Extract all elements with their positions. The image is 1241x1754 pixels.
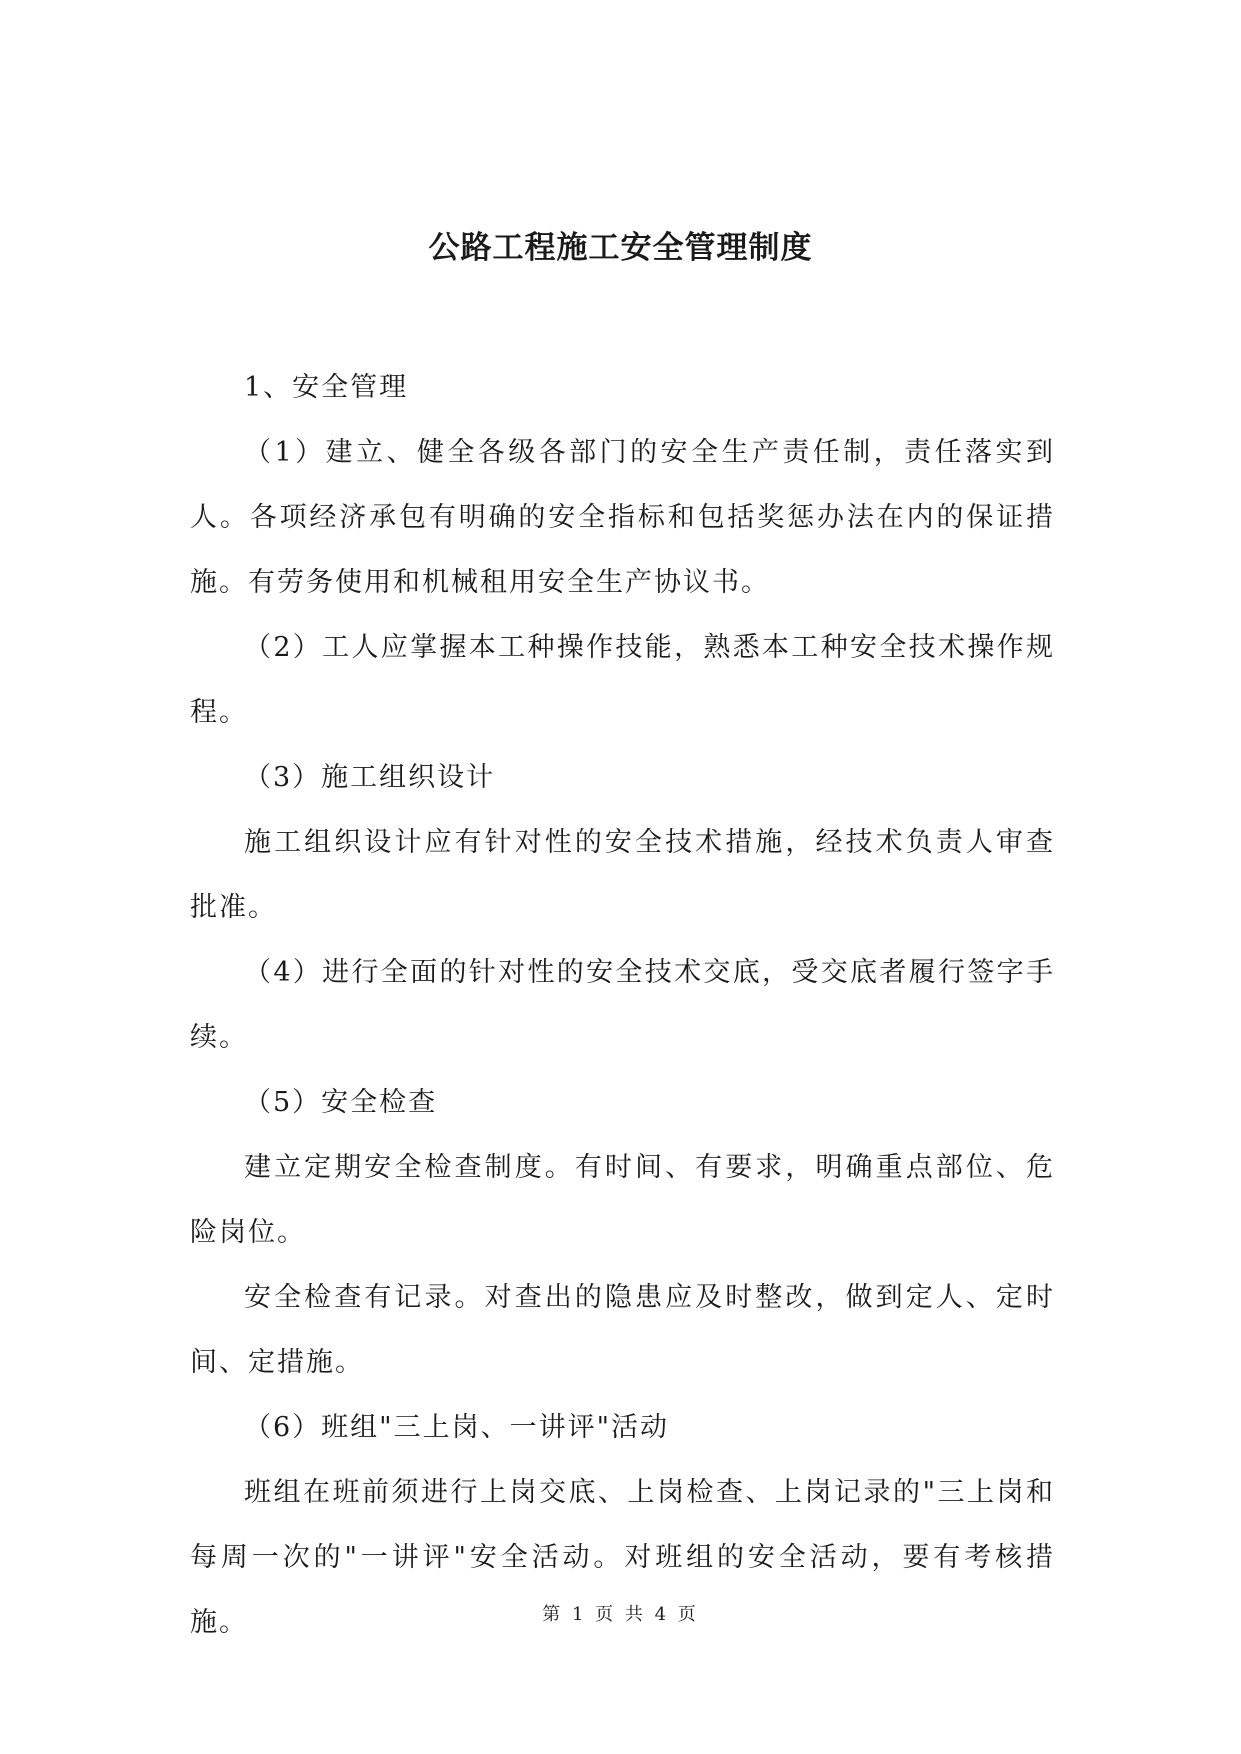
paragraph-item-4: （4）进行全面的针对性的安全技术交底，受交底者履行签字手续。: [190, 957, 1055, 1053]
paragraph-item-5-heading: （5）安全检查: [244, 1087, 438, 1118]
document-body: [190, 355, 1055, 1655]
paragraph-item-2: （2）工人应掌握本工种操作技能，熟悉本工种安全技术操作规程。: [190, 632, 1055, 728]
paragraph-section-1: 1、安全管理: [244, 372, 409, 403]
paragraph-item-5-body-1: 建立定期安全检查制度。有时间、有要求，明确重点部位、危险岗位。: [190, 1152, 1055, 1248]
paragraph-item-5-body-2: 安全检查有记录。对查出的隐患应及时整改，做到定人、定时间、定措施。: [190, 1282, 1055, 1378]
paragraph-item-6-body: 班组在班前须进行上岗交底、上岗检查、上岗记录的"三上岗和每周一次的"一讲评"安全活动。对班组的安全活动，要有考核措施。: [190, 1477, 1055, 1638]
paragraph-item-3-heading: （3）施工组织设计: [244, 762, 496, 793]
document-title: 公路工程施工安全管理制度: [428, 230, 813, 266]
page-footer: 第 1 页 共 4 页: [542, 1604, 699, 1625]
paragraph-item-3-body: 施工组织设计应有针对性的安全技术措施，经技术负责人审查批准。: [190, 827, 1055, 923]
paragraph-item-1: （1）建立、健全各级各部门的安全生产责任制，责任落实到人。各项经济承包有明确的安全指标和包括奖惩办法在内的保证措施。有劳务使用和机械租用安全生产协议书。: [190, 437, 1055, 598]
paragraph-item-6-heading: （6）班组"三上岗、一讲评"活动: [244, 1412, 670, 1443]
